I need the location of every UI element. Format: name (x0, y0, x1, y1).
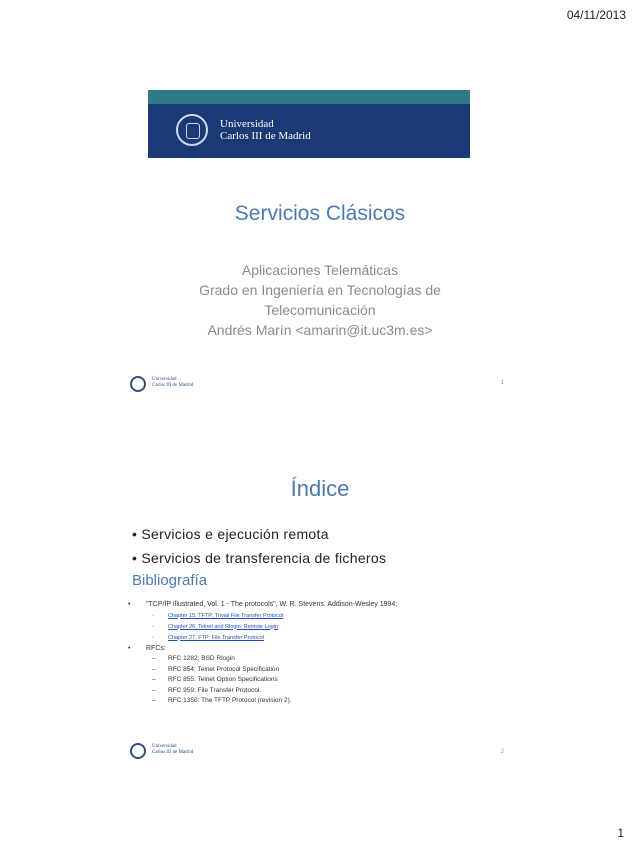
course-name: Aplicaciones Telemáticas (241, 262, 399, 278)
slide-1-title: Servicios Clásicos (234, 202, 406, 225)
banner-university-name: Universidad Carlos III de Madrid (220, 118, 311, 142)
list-item: • Servicios e ejecución remota (132, 526, 512, 542)
footer-logo (130, 743, 208, 761)
list-item: • Servicios de transferencia de ficheros (132, 550, 512, 566)
university-seal-icon (130, 743, 146, 759)
rfc-item: – RFC 1350: The TFTP Protocol (revision 2). (128, 696, 508, 707)
rfc-item: – RFC 855: Telnet Option Specifications (128, 675, 508, 686)
rfc-item: – RFC 1282: BSD Rlogin (128, 654, 508, 665)
chapter-link[interactable]: ◦ Chapter 27. FTP: File Transfer Protocol (128, 633, 508, 644)
university-seal-icon (130, 376, 146, 392)
slide-2-title: Índice (290, 476, 350, 501)
print-date: 04/11/2013 (566, 8, 626, 22)
university-banner (148, 90, 470, 158)
bibliography-heading: Bibliografía (132, 572, 208, 589)
banner-accent-bar (148, 90, 470, 104)
footer-logo (130, 376, 208, 394)
index-list (132, 526, 512, 574)
slide-number: 1 (500, 380, 504, 386)
rfc-item: – RFC 854: Telnet Protocol Specification (128, 665, 508, 676)
page-number: 1 (617, 826, 624, 840)
footer-logo-text: Universidad Carlos III de Madrid (152, 377, 194, 388)
slide-2 (120, 460, 520, 760)
slide-1-subtitle (160, 260, 480, 340)
bibliography-book: • "TCP/IP Illustrated, Vol. 1 - The protocols", W. R. Stevens. Addison-Wesley 1994: (128, 600, 508, 611)
chapter-link[interactable]: ◦ Chapter 15. TFTP: Trivial File Transfer Protocol (128, 611, 508, 622)
footer-logo-text: Universidad Carlos III de Madrid (152, 744, 194, 755)
university-seal-icon (176, 114, 208, 146)
slide-number: 2 (500, 749, 504, 755)
author: Andrés Marín <amarin@it.uc3m.es> (207, 322, 433, 338)
degree-name: Grado en Ingeniería en Tecnologías de Telecomunicación (199, 282, 441, 318)
bibliography-list (128, 600, 508, 707)
chapter-link[interactable]: ◦ Chapter 26. Telnet and Rlogin: Remote Login (128, 622, 508, 633)
slide-1 (120, 78, 520, 388)
rfc-item: – RFC 959: File Transfer Protocol. (128, 686, 508, 697)
rfcs-label: • RFCs: (128, 644, 508, 655)
